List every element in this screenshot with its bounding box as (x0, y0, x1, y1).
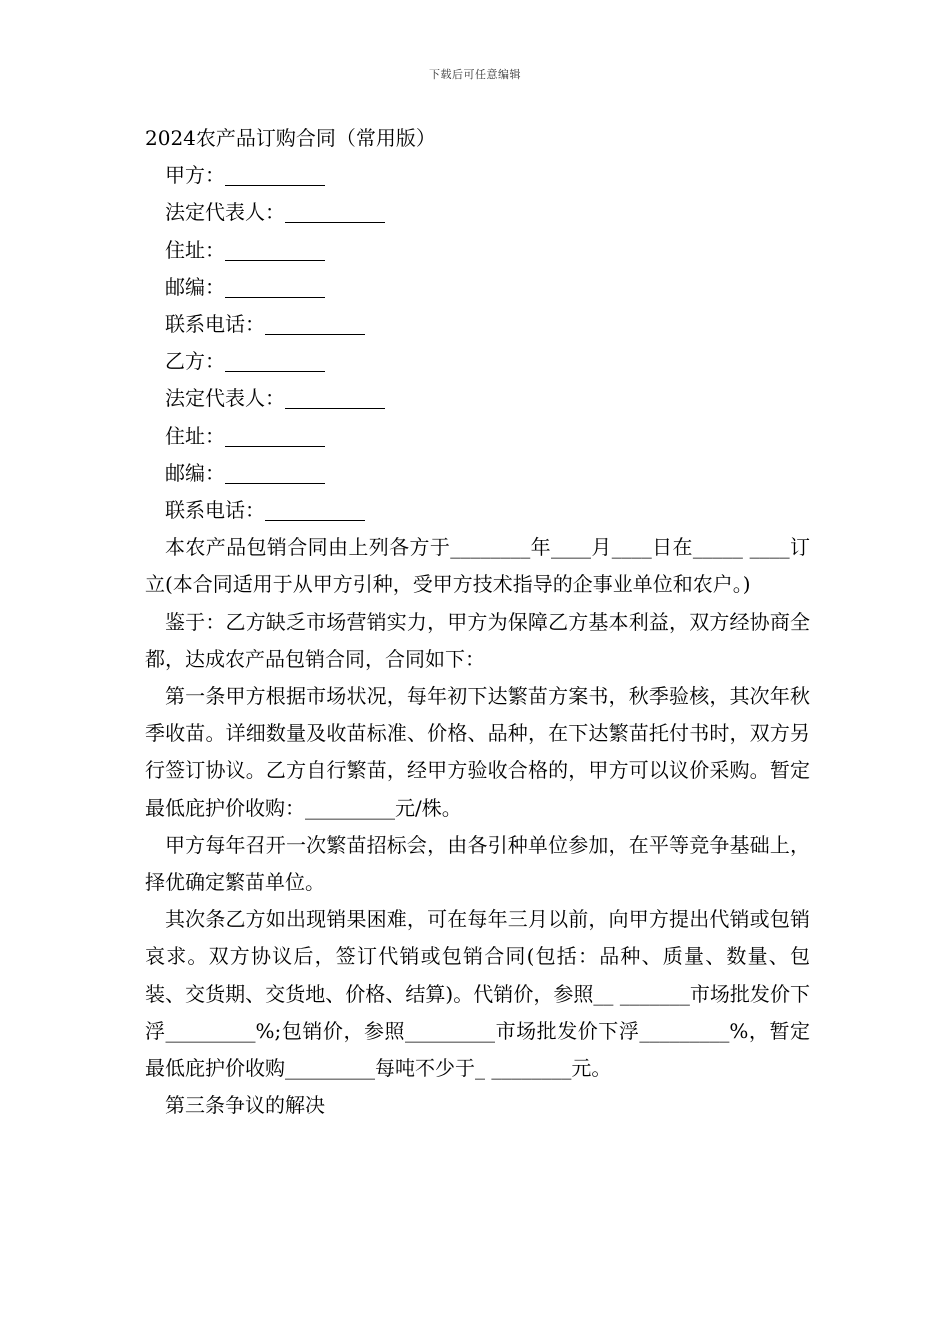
paragraph-article-3-heading: 第三条争议的解决 (165, 1093, 325, 1118)
blank-line (225, 275, 325, 298)
blank-line (225, 349, 325, 372)
paragraph-bidding: 甲方每年召开一次繁苗招标会，由各引种单位参加，在平等竞争基础上，择优确定繁苗单位。 (145, 832, 810, 895)
field-label: 乙方： (165, 349, 225, 374)
header-note: 下载后可任意编辑 (429, 68, 521, 81)
paragraph-article-2: 其次条乙方如出现销果困难，可在每年三月以前，向甲方提出代销或包销哀求。双方协议后，签订代销或包销合同(包括：品种、质量、数量、包装、交货期、交货地、价格、结算)。代销价，参照__ _______市场批发价下浮_________%;包销价，参照_________市场批发价下浮_________%，暂定最低庇护价收购_________每吨不少于_ ________元。 (145, 907, 810, 1081)
party-b-legal-rep-field (145, 380, 810, 417)
blank-line (265, 312, 365, 335)
document-title: 2024农产品订购合同（常用版） (145, 126, 436, 150)
blank-line (225, 163, 325, 186)
party-b-name-field (145, 343, 810, 380)
party-a-postcode-field (145, 269, 810, 306)
party-b-postcode-field (145, 455, 810, 492)
party-a-name-field (145, 157, 810, 194)
field-label: 联系电话： (165, 312, 265, 337)
party-b-phone-field (145, 492, 810, 529)
party-a-phone-field (145, 306, 810, 343)
field-label: 联系电话： (165, 498, 265, 523)
blank-line (265, 498, 365, 521)
blank-line (285, 200, 385, 223)
field-label: 住址： (165, 423, 225, 448)
blank-line (285, 386, 385, 409)
paragraph-article-1: 第一条甲方根据市场状况，每年初下达繁苗方案书，秋季验核，其次年秋季收苗。详细数量及收苗标准、价格、品种，在下达繁苗托付书时，双方另行签订协议。乙方自行繁苗，经甲方验收合格的，甲方可以议价采购。暂定最低庇护价收购：_________元/株。 (145, 684, 810, 820)
field-label: 法定代表人： (165, 200, 285, 225)
field-label: 邮编： (165, 274, 225, 299)
field-label: 甲方： (165, 163, 225, 188)
party-a-legal-rep-field (145, 194, 810, 231)
paragraph-preamble: 鉴于：乙方缺乏市场营销实力，甲方为保障乙方基本利益，双方经协商全都，达成农产品包销合同，合同如下： (145, 609, 810, 671)
blank-line (225, 461, 325, 484)
party-a-address-field (145, 232, 810, 269)
document-body (145, 120, 810, 1124)
field-label: 邮编： (165, 460, 225, 485)
field-label: 住址： (165, 237, 225, 262)
party-b-address-field (145, 418, 810, 455)
blank-line (225, 238, 325, 261)
paragraph-contract-signing: 本农产品包销合同由上列各方于________年____月____日在_____ ____订立(本合同适用于从甲方引种，受甲方技术指导的企事业单位和农户。) (145, 535, 810, 597)
blank-line (225, 424, 325, 447)
field-label: 法定代表人： (165, 386, 285, 411)
